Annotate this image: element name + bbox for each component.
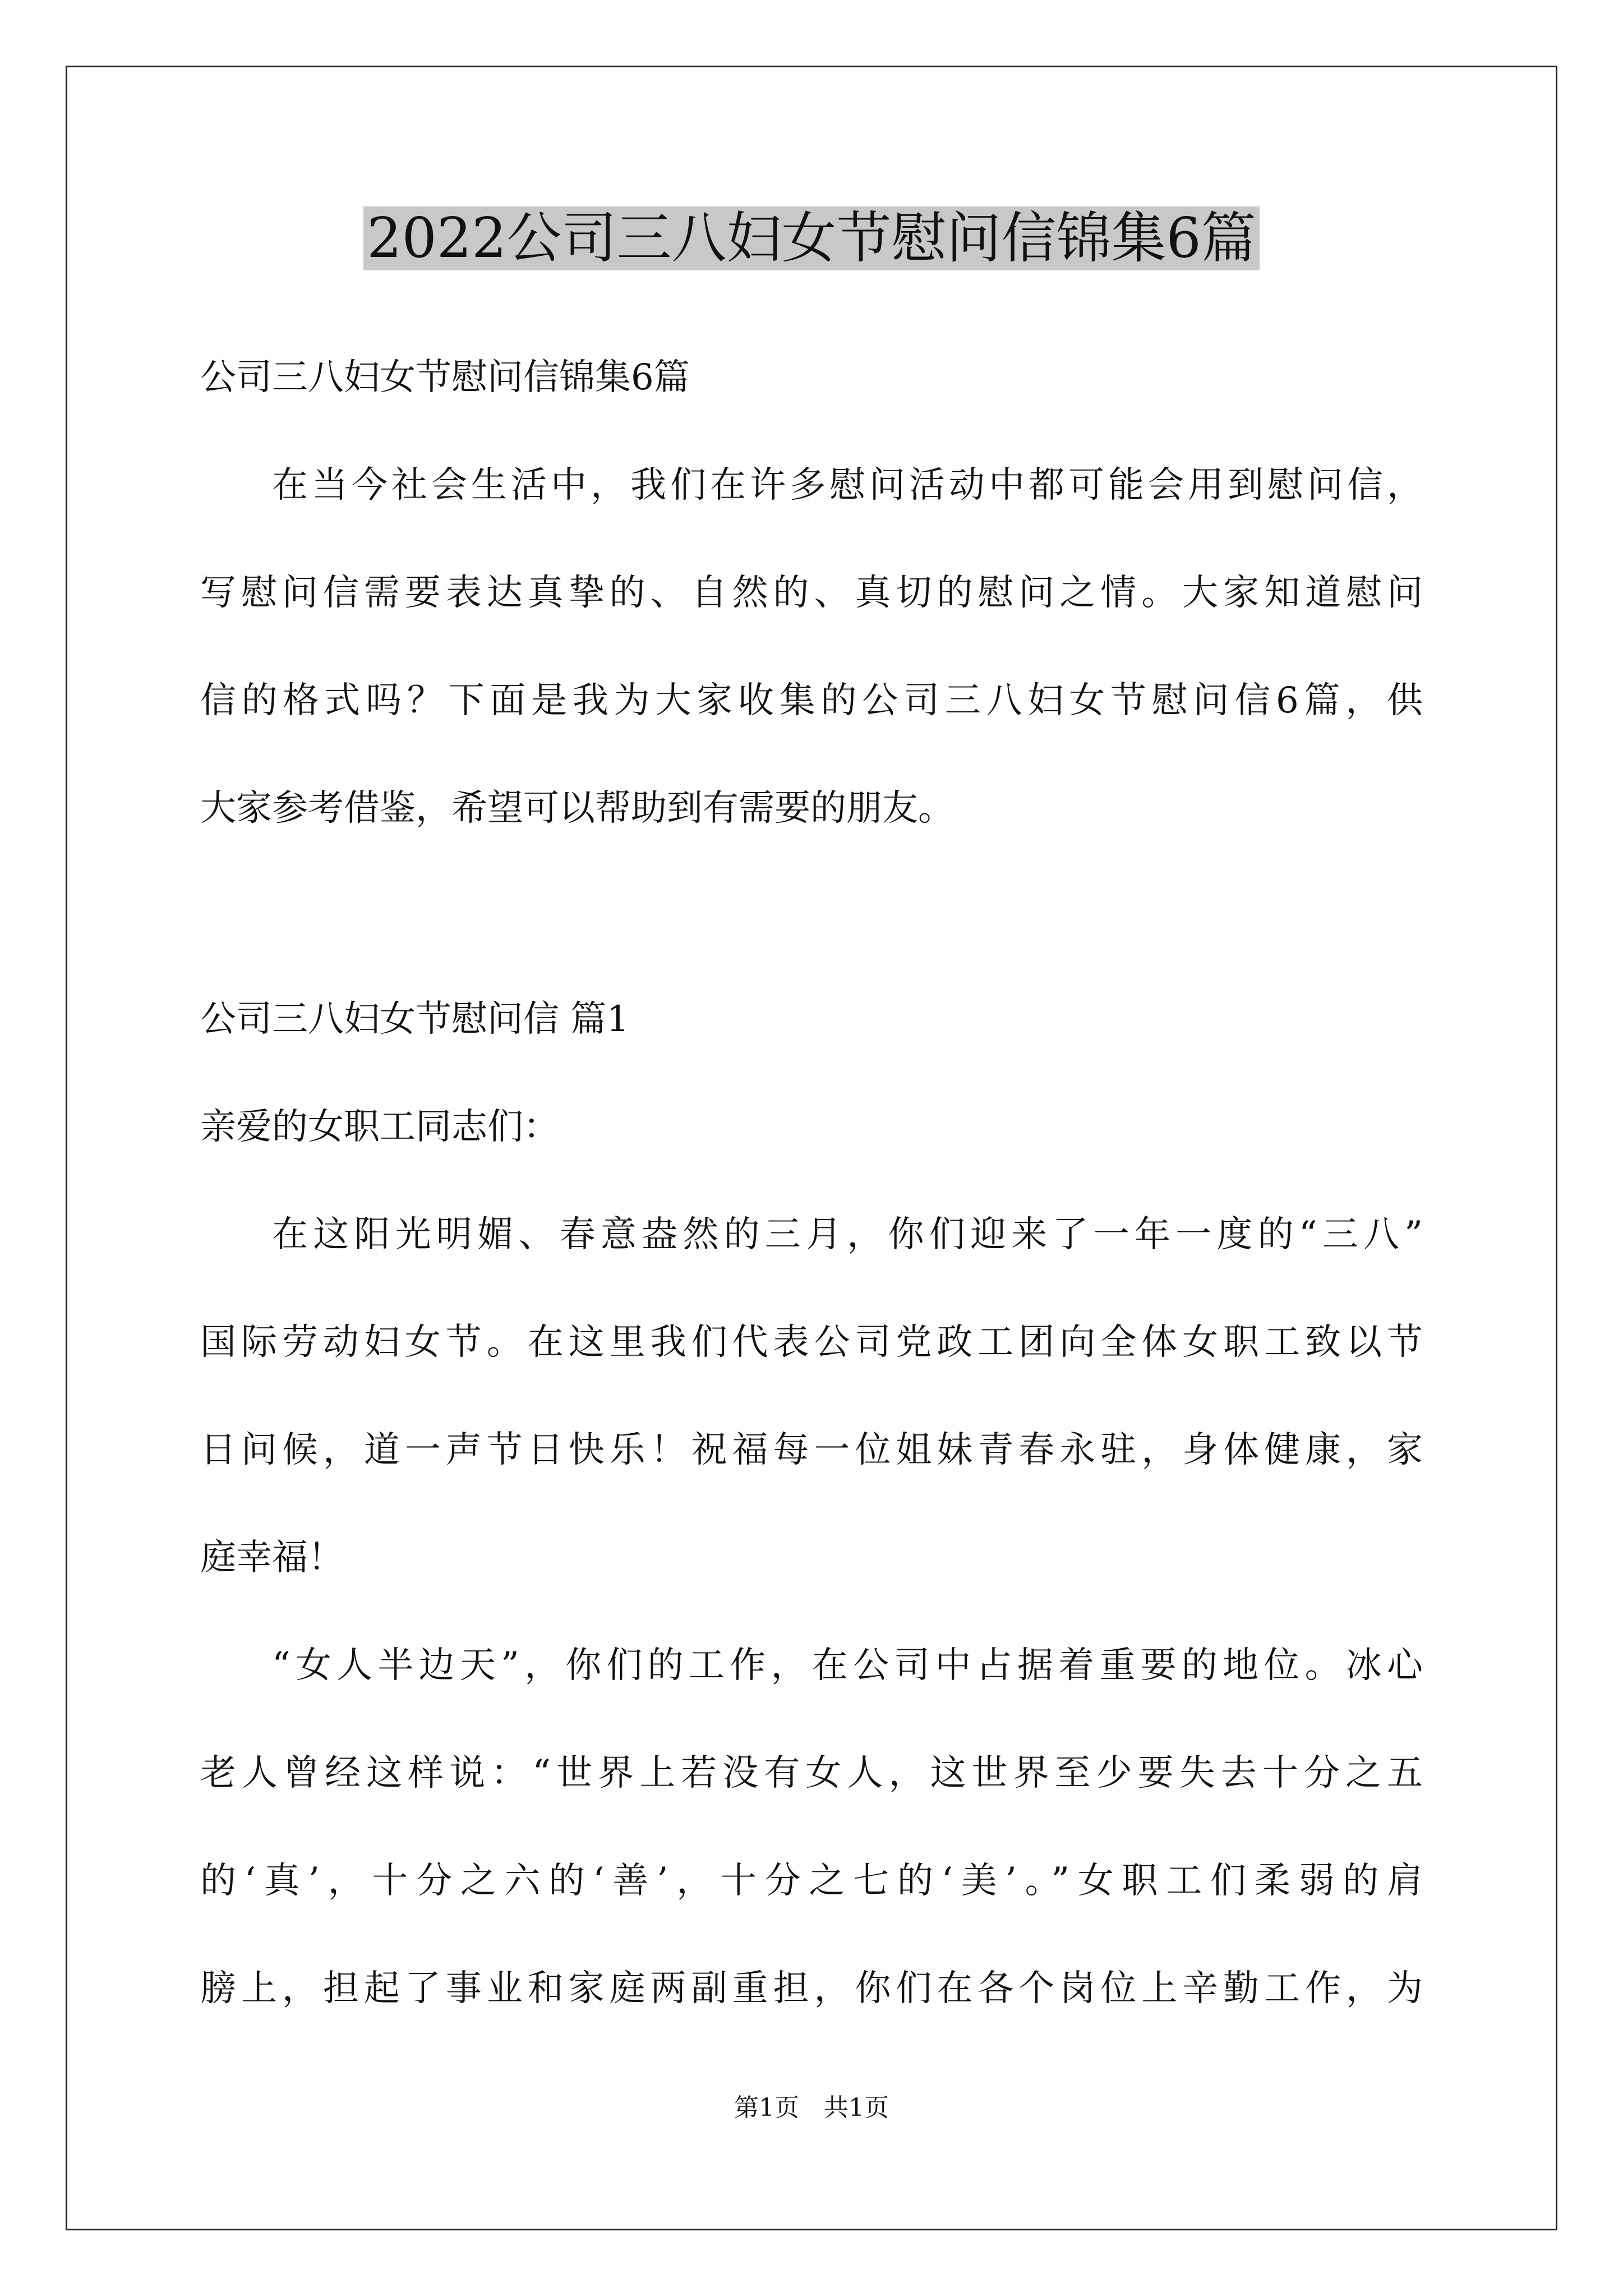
paragraph2-line-2: 老人曾经这样说：“世界上若没有女人，这世界至少要失去十分之五 [200,1752,1423,1794]
paragraph1-line-4: 庭幸福！ [200,1537,344,1579]
paragraph2-line-1: “女人半边天”，你们的工作，在公司中占据着重要的地位。冰心 [272,1645,1423,1686]
paragraph2-line-3: 的‘真’，十分之六的‘善’，十分之七的‘美’。”女职工们柔弱的肩 [200,1860,1423,1902]
document-title [0,202,1623,275]
section-heading: 公司三八妇女节慰问信 篇1 [200,999,630,1040]
intro-line-2: 写慰问信需要表达真挚的、自然的、真切的慰问之情。大家知道慰问 [200,572,1423,614]
document-title-text: 2022公司三八妇女节慰问信锦集6篇 [363,206,1260,270]
paragraph1-line-3: 日问候，道一声节日快乐！祝福每一位姐妹青春永驻，身体健康，家 [200,1429,1423,1471]
paragraph1-line-1: 在这阳光明媚、春意盎然的三月，你们迎来了一年一度的“三八” [272,1214,1423,1255]
intro-line-4: 大家参考借鉴，希望可以帮助到有需要的朋友。 [200,788,954,829]
salutation: 亲爱的女职工同志们： [200,1106,559,1148]
page-footer: 第1页 共1页 [734,2093,889,2122]
intro-line-3: 信的格式吗？下面是我为大家收集的公司三八妇女节慰问信6篇，供 [200,680,1423,721]
document-subtitle: 公司三八妇女节慰问信锦集6篇 [200,357,690,398]
intro-line-1: 在当今社会生活中，我们在许多慰问活动中都可能会用到慰问信， [272,464,1423,506]
paragraph2-line-4: 膀上，担起了事业和家庭两副重担，你们在各个岗位上辛勤工作，为 [200,1968,1423,2009]
paragraph1-line-2: 国际劳动妇女节。在这里我们代表公司党政工团向全体女职工致以节 [200,1322,1423,1363]
